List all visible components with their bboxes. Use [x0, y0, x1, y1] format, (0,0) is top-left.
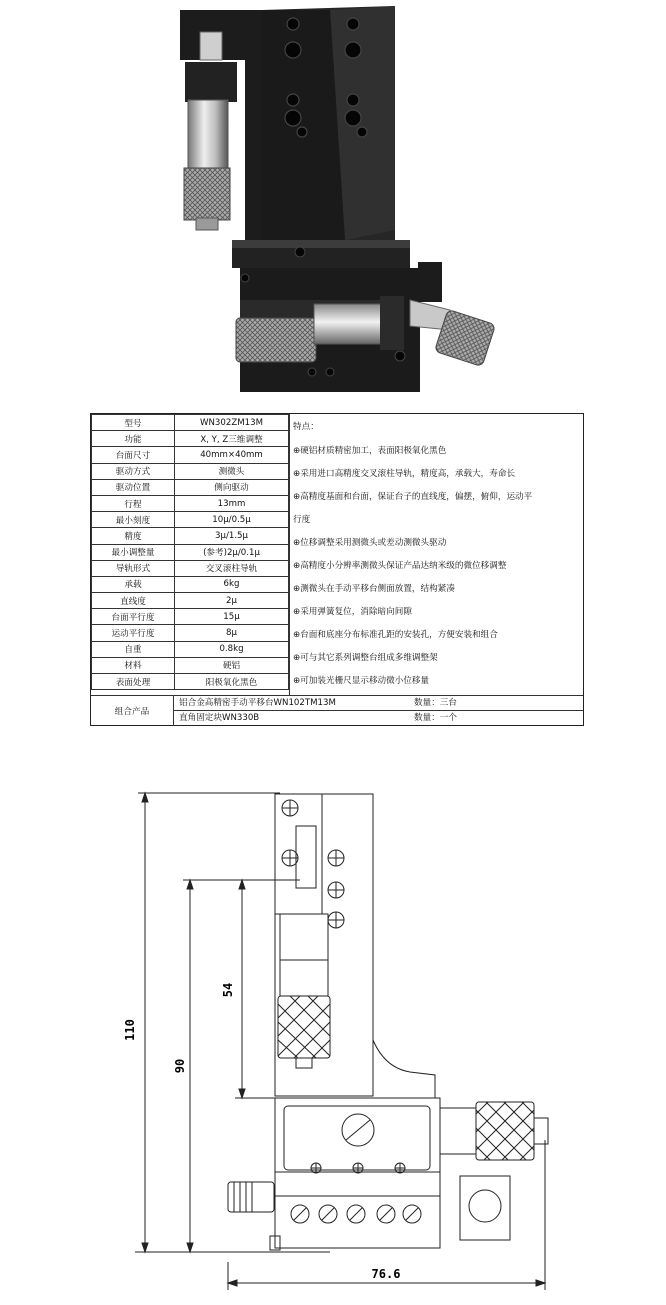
spec-row: [92, 593, 289, 609]
spec-value: (参考)2μ/0.1μ: [175, 544, 289, 560]
spec-value: 交叉滚柱导轨: [175, 560, 289, 576]
combo-row: [174, 696, 583, 711]
spec-row: [92, 560, 289, 576]
feature-item: ⊕测微头在手动平移台侧面放置，结构紧凑: [293, 584, 455, 594]
spec-row: [92, 528, 289, 544]
feature-item: ⊕位移调整采用测微头或差动测微头驱动: [293, 538, 447, 548]
features-heading: 特点：: [293, 422, 319, 432]
combo-qty: 数量：三台: [414, 698, 457, 708]
spec-key: 直线度: [92, 593, 175, 609]
spec-table: [90, 413, 584, 726]
combo-label: 组合产品: [91, 696, 174, 726]
spec-value: 15μ: [175, 609, 289, 625]
spec-value: 侧向驱动: [175, 479, 289, 495]
spec-key: 表面处理: [92, 674, 175, 690]
combo-row: [174, 711, 583, 726]
spec-value: 2μ: [175, 593, 289, 609]
spec-value: 10μ/0.5μ: [175, 512, 289, 528]
spec-key: 承载: [92, 576, 175, 592]
dim-mid-height: 90: [173, 1058, 187, 1074]
spec-key: 最小刻度: [92, 512, 175, 528]
spec-row: [92, 609, 289, 625]
combo-name: 直角固定块WN330B: [179, 713, 260, 723]
feature-item: ⊕可与其它系列调整台组成多维调整架: [293, 653, 438, 663]
spec-key: 功能: [92, 431, 175, 447]
spec-row: [92, 674, 289, 690]
spec-row: [92, 415, 289, 431]
spec-row: [92, 463, 289, 479]
spec-value: 测微头: [175, 463, 289, 479]
spec-row: [92, 576, 289, 592]
spec-value: 3μ/1.5μ: [175, 528, 289, 544]
product-photo: [0, 0, 666, 400]
spec-key: 驱动方式: [92, 463, 175, 479]
combo-name: 铝合金高精密手动平移台WN102TM13M: [179, 698, 336, 708]
spec-value: 硬铝: [175, 657, 289, 673]
feature-item: ⊕高精度小分辨率测微头保证产品达纳米级的微位移调整: [293, 561, 507, 571]
feature-item: ⊕高精度基面和台面，保证台子的直线度，偏摆，俯仰，运动平: [293, 492, 533, 502]
spec-key: 行程: [92, 495, 175, 511]
spec-value: 阳极氧化黑色: [175, 674, 289, 690]
spec-row: [92, 495, 289, 511]
feature-item: ⊕采用弹簧复位，消除暗向间隙: [293, 607, 412, 617]
spec-value: 6kg: [175, 576, 289, 592]
spec-row: [92, 625, 289, 641]
spec-value: WN302ZM13M: [175, 415, 289, 431]
spec-row: [92, 447, 289, 463]
dim-width: 76.6: [371, 1267, 401, 1281]
spec-value: 0.8kg: [175, 641, 289, 657]
spec-key: 自重: [92, 641, 175, 657]
spec-key: 台面尺寸: [92, 447, 175, 463]
spec-row: [92, 641, 289, 657]
spec-value: 8μ: [175, 625, 289, 641]
feature-item: ⊕采用进口高精度交叉滚柱导轨，精度高，承载大，寿命长: [293, 469, 516, 479]
spec-key: 精度: [92, 528, 175, 544]
feature-item: ⊕台面和底座分布标准孔距的安装孔，方便安装和组合: [293, 630, 498, 640]
spec-key: 导轨形式: [92, 560, 175, 576]
feature-item: ⊕可加装光栅尺显示移动微小位移量: [293, 676, 430, 686]
dim-total-height: 110: [123, 1019, 137, 1041]
spec-row: [92, 431, 289, 447]
spec-row: [92, 512, 289, 528]
spec-key: 运动平行度: [92, 625, 175, 641]
technical-drawing: [0, 760, 666, 1305]
dim-travel-height: 54: [221, 982, 235, 998]
spec-row: [92, 657, 289, 673]
spec-key: 最小调整量: [92, 544, 175, 560]
spec-value: 13mm: [175, 495, 289, 511]
spec-key: 型号: [92, 415, 175, 431]
spec-key: 驱动位置: [92, 479, 175, 495]
spec-key: 材料: [92, 657, 175, 673]
spec-row: [92, 544, 289, 560]
spec-key: 台面平行度: [92, 609, 175, 625]
spec-row: [92, 479, 289, 495]
spec-value: X, Y, Z三维调整: [175, 431, 289, 447]
combo-products: [91, 695, 583, 726]
spec-value: 40mm×40mm: [175, 447, 289, 463]
features-panel: [289, 414, 583, 695]
combo-qty: 数量：一个: [414, 713, 457, 723]
feature-item: ⊕硬铝材质精密加工，表面阳极氧化黑色: [293, 446, 447, 456]
feature-item: 行度: [293, 515, 311, 525]
